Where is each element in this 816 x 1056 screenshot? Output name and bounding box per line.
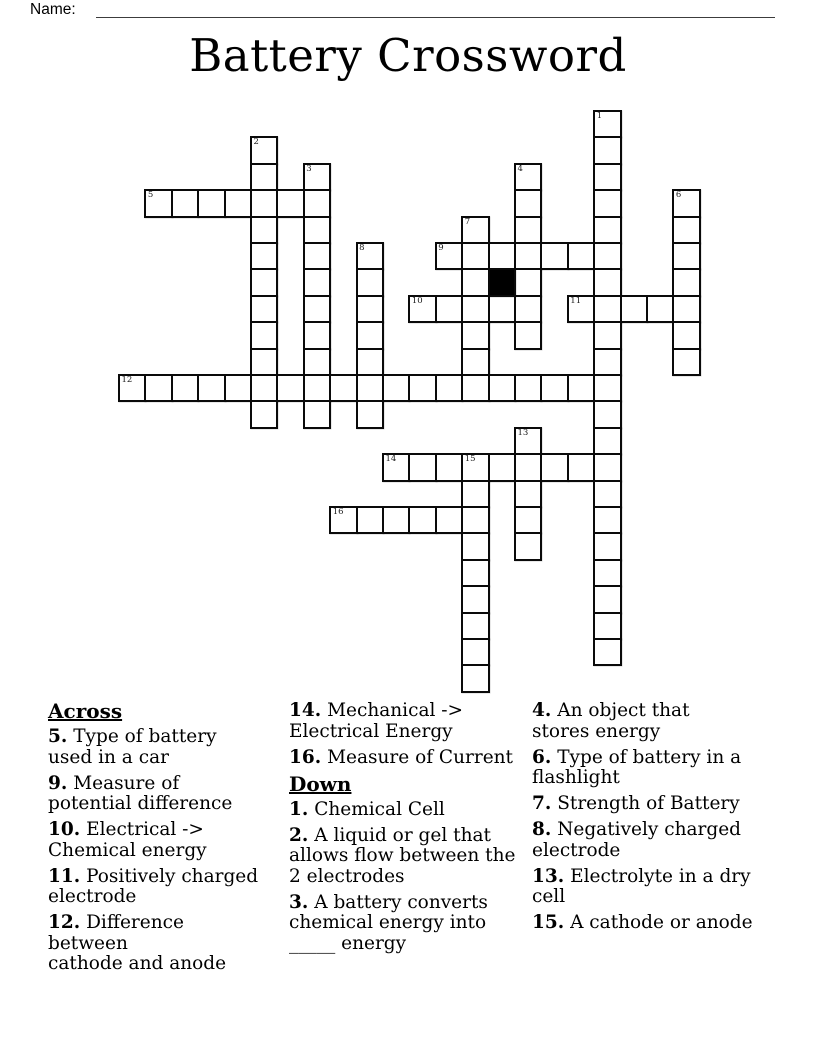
grid-cell[interactable]: [461, 480, 489, 508]
grid-cell[interactable]: [382, 374, 410, 402]
grid-cell[interactable]: [488, 295, 516, 323]
clue-number: 6.: [532, 746, 552, 768]
grid-cell[interactable]: [514, 163, 542, 191]
clue-item: 16. Measure of Current: [289, 746, 513, 768]
grid-cell[interactable]: [303, 268, 331, 296]
grid-cell[interactable]: [593, 163, 621, 191]
grid-cell[interactable]: [356, 295, 384, 323]
grid-cell[interactable]: [593, 453, 621, 481]
grid-cell[interactable]: [593, 506, 621, 534]
grid-cell[interactable]: [540, 453, 568, 481]
grid-cell[interactable]: [171, 189, 199, 217]
grid-cell[interactable]: [144, 189, 172, 217]
grid-cell[interactable]: [435, 506, 463, 534]
grid-cell-number: 5: [147, 190, 154, 201]
grid-cell[interactable]: [144, 374, 172, 402]
grid-cell-number: 7: [464, 216, 471, 227]
grid-cell[interactable]: [250, 374, 278, 402]
clue-item: 3. A battery converts chemical energy into _____ energy: [289, 891, 488, 954]
grid-cell-number: 6: [675, 190, 682, 201]
grid-cell[interactable]: [382, 453, 410, 481]
grid-cell[interactable]: [303, 348, 331, 376]
grid-cell[interactable]: [303, 295, 331, 323]
grid-cell[interactable]: [171, 374, 199, 402]
grid-cell[interactable]: [303, 321, 331, 349]
grid-cell[interactable]: [514, 532, 542, 560]
grid-cell[interactable]: [329, 506, 357, 534]
grid-cell[interactable]: [461, 612, 489, 640]
grid-cell[interactable]: [514, 453, 542, 481]
grid-cell[interactable]: [356, 374, 384, 402]
clue-number: 9.: [48, 772, 68, 794]
grid-cell[interactable]: [461, 295, 489, 323]
grid-cell[interactable]: [382, 506, 410, 534]
grid-cell[interactable]: [329, 374, 357, 402]
grid-cell[interactable]: [514, 374, 542, 402]
clue-number: 11.: [48, 865, 81, 887]
grid-cell[interactable]: [435, 242, 463, 270]
grid-cell[interactable]: [356, 506, 384, 534]
grid-cell[interactable]: [461, 348, 489, 376]
clue-column-across: [48, 701, 266, 975]
grid-cell[interactable]: [593, 532, 621, 560]
clue-item: 14. Mechanical -> Electrical Energy: [289, 700, 464, 742]
clue-item: 4. An object that stores energy: [532, 700, 690, 742]
grid-cell[interactable]: [567, 453, 595, 481]
grid-cell[interactable]: [593, 585, 621, 613]
name-label: Name:: [30, 1, 76, 18]
grid-cell[interactable]: [303, 216, 331, 244]
clue-number: 7.: [532, 793, 552, 814]
clue-number: 1.: [289, 798, 309, 820]
page-title: Battery Crossword: [189, 29, 627, 82]
grid-cell[interactable]: [461, 242, 489, 270]
clue-number: 15.: [532, 912, 565, 933]
grid-cell[interactable]: [250, 268, 278, 296]
grid-cell[interactable]: [672, 242, 700, 270]
grid-cell[interactable]: [593, 189, 621, 217]
clue-number: 4.: [532, 700, 552, 721]
grid-cell[interactable]: [435, 374, 463, 402]
grid-cell[interactable]: [435, 453, 463, 481]
grid-cell-number: 11: [570, 295, 582, 306]
clue-number: 14.: [289, 700, 322, 721]
grid-cell-number: 8: [359, 243, 365, 253]
grid-cell[interactable]: [356, 268, 384, 296]
grid-cell[interactable]: [276, 189, 304, 217]
clue-item: 11. Positively charged electrode: [48, 865, 259, 907]
grid-cell[interactable]: [461, 532, 489, 560]
grid-cell[interactable]: [593, 559, 621, 587]
clue-column-down: [532, 701, 762, 934]
clue-item: 15. A cathode or anode: [532, 912, 753, 933]
grid-cell[interactable]: [593, 374, 621, 402]
grid-cell-number: 14: [385, 454, 397, 465]
grid-cell[interactable]: [461, 559, 489, 587]
grid-cell[interactable]: [250, 136, 278, 164]
grid-cell[interactable]: [224, 374, 252, 402]
grid-cell-number: 15: [464, 454, 476, 465]
clue-item: 13. Electrolyte in a dry cell: [532, 865, 751, 907]
grid-cell[interactable]: [461, 453, 489, 481]
grid-cell[interactable]: [567, 242, 595, 270]
grid-cell[interactable]: [250, 348, 278, 376]
grid-cell[interactable]: [593, 400, 621, 428]
grid-cell[interactable]: [303, 400, 331, 428]
grid-cell-number: 3: [306, 163, 312, 174]
clue-item: 5. Type of battery used in a car: [48, 726, 217, 768]
grid-cell-number: 4: [517, 163, 523, 174]
grid-cell[interactable]: [593, 321, 621, 349]
grid-blocked-cell: [488, 268, 516, 296]
grid-cell[interactable]: [276, 374, 304, 402]
clue-number: 10.: [48, 819, 81, 840]
grid-cell-number: 12: [121, 375, 133, 385]
grid-cell[interactable]: [567, 374, 595, 402]
grid-cell[interactable]: [197, 374, 225, 402]
grid-cell[interactable]: [672, 268, 700, 296]
clue-number: 13.: [532, 865, 565, 887]
grid-cell-number: 1: [596, 111, 603, 121]
clue-item: 10. Electrical -> Chemical energy: [48, 819, 207, 861]
grid-cell[interactable]: [408, 374, 436, 402]
grid-cell[interactable]: [593, 216, 621, 244]
grid-cell[interactable]: [567, 295, 595, 323]
grid-cell[interactable]: [593, 612, 621, 640]
grid-cell[interactable]: [303, 374, 331, 402]
grid-cell[interactable]: [514, 427, 542, 455]
clue-number: 16.: [289, 746, 322, 768]
grid-cell[interactable]: [593, 242, 621, 270]
grid-cell[interactable]: [250, 216, 278, 244]
grid-cell[interactable]: [672, 295, 700, 323]
grid-cell[interactable]: [514, 480, 542, 508]
grid-cell[interactable]: [250, 242, 278, 270]
clue-column-middle: [289, 701, 529, 954]
grid-cell[interactable]: [514, 268, 542, 296]
grid-cell-number: 13: [517, 427, 529, 438]
grid-cell[interactable]: [514, 506, 542, 534]
grid-cell[interactable]: [224, 189, 252, 217]
grid-cell[interactable]: [461, 585, 489, 613]
grid-cell[interactable]: [593, 110, 621, 138]
grid-cell[interactable]: [514, 189, 542, 217]
grid-cell[interactable]: [646, 295, 674, 323]
grid-cell[interactable]: [488, 242, 516, 270]
grid-cell[interactable]: [672, 348, 700, 376]
grid-cell[interactable]: [303, 242, 331, 270]
grid-cell[interactable]: [514, 295, 542, 323]
grid-cell-number: 16: [332, 507, 344, 517]
grid-cell[interactable]: [250, 163, 278, 191]
grid-cell[interactable]: [461, 216, 489, 244]
grid-cell[interactable]: [514, 321, 542, 349]
grid-cell[interactable]: [514, 216, 542, 244]
grid-cell[interactable]: [250, 295, 278, 323]
clue-number: 3.: [289, 891, 309, 913]
grid-cell[interactable]: [118, 374, 146, 402]
grid-cell[interactable]: [540, 242, 568, 270]
grid-cell[interactable]: [593, 348, 621, 376]
grid-cell-number: 2: [253, 137, 259, 148]
grid-cell-number: 9: [438, 243, 444, 253]
grid-cell[interactable]: [488, 453, 516, 481]
grid-cell[interactable]: [197, 189, 225, 217]
grid-cell[interactable]: [540, 374, 568, 402]
grid-cell[interactable]: [514, 242, 542, 270]
grid-cell[interactable]: [593, 427, 621, 455]
grid-cell[interactable]: [303, 163, 331, 191]
grid-cell[interactable]: [250, 400, 278, 428]
grid-cell[interactable]: [408, 453, 436, 481]
grid-cell[interactable]: [461, 268, 489, 296]
grid-cell[interactable]: [356, 321, 384, 349]
grid-cell[interactable]: [593, 268, 621, 296]
clue-number: 5.: [48, 726, 68, 747]
clue-number: 8.: [532, 819, 552, 840]
grid-cell[interactable]: [593, 638, 621, 666]
clue-number: 12.: [48, 912, 81, 933]
grid-cell[interactable]: [356, 242, 384, 270]
grid-cell[interactable]: [250, 321, 278, 349]
grid-cell[interactable]: [408, 295, 436, 323]
grid-cell-number: 10: [411, 295, 423, 306]
grid-cell[interactable]: [672, 189, 700, 217]
grid-cell[interactable]: [250, 189, 278, 217]
grid-cell[interactable]: [620, 295, 648, 323]
grid-cell[interactable]: [461, 374, 489, 402]
clue-item: 1. Chemical Cell: [289, 798, 445, 820]
grid-cell[interactable]: [408, 506, 436, 534]
clue-item: 6. Type of battery in a flashlight: [532, 746, 742, 788]
grid-cell[interactable]: [593, 295, 621, 323]
clue-item: 8. Negatively charged electrode: [532, 819, 741, 861]
grid-cell[interactable]: [435, 295, 463, 323]
grid-cell[interactable]: [356, 400, 384, 428]
clue-heading-down: Down: [289, 771, 352, 796]
grid-cell[interactable]: [672, 216, 700, 244]
clue-item: 9. Measure of potential difference: [48, 772, 233, 814]
grid-cell[interactable]: [593, 480, 621, 508]
clue-item: 7. Strength of Battery: [532, 793, 740, 814]
grid-cell[interactable]: [461, 506, 489, 534]
grid-cell[interactable]: [356, 348, 384, 376]
grid-cell[interactable]: [461, 664, 489, 692]
clue-number: 2.: [289, 824, 309, 846]
clue-item: 2. A liquid or gel that allows flow between the 2 electrodes: [289, 824, 516, 887]
grid-cell[interactable]: [672, 321, 700, 349]
clue-item: 12. Difference between cathode and anode: [48, 912, 227, 974]
grid-cell[interactable]: [461, 638, 489, 666]
grid-cell[interactable]: [461, 321, 489, 349]
grid-cell[interactable]: [303, 189, 331, 217]
grid-cell[interactable]: [593, 136, 621, 164]
clue-heading-across: Across: [48, 699, 123, 723]
grid-cell[interactable]: [488, 374, 516, 402]
